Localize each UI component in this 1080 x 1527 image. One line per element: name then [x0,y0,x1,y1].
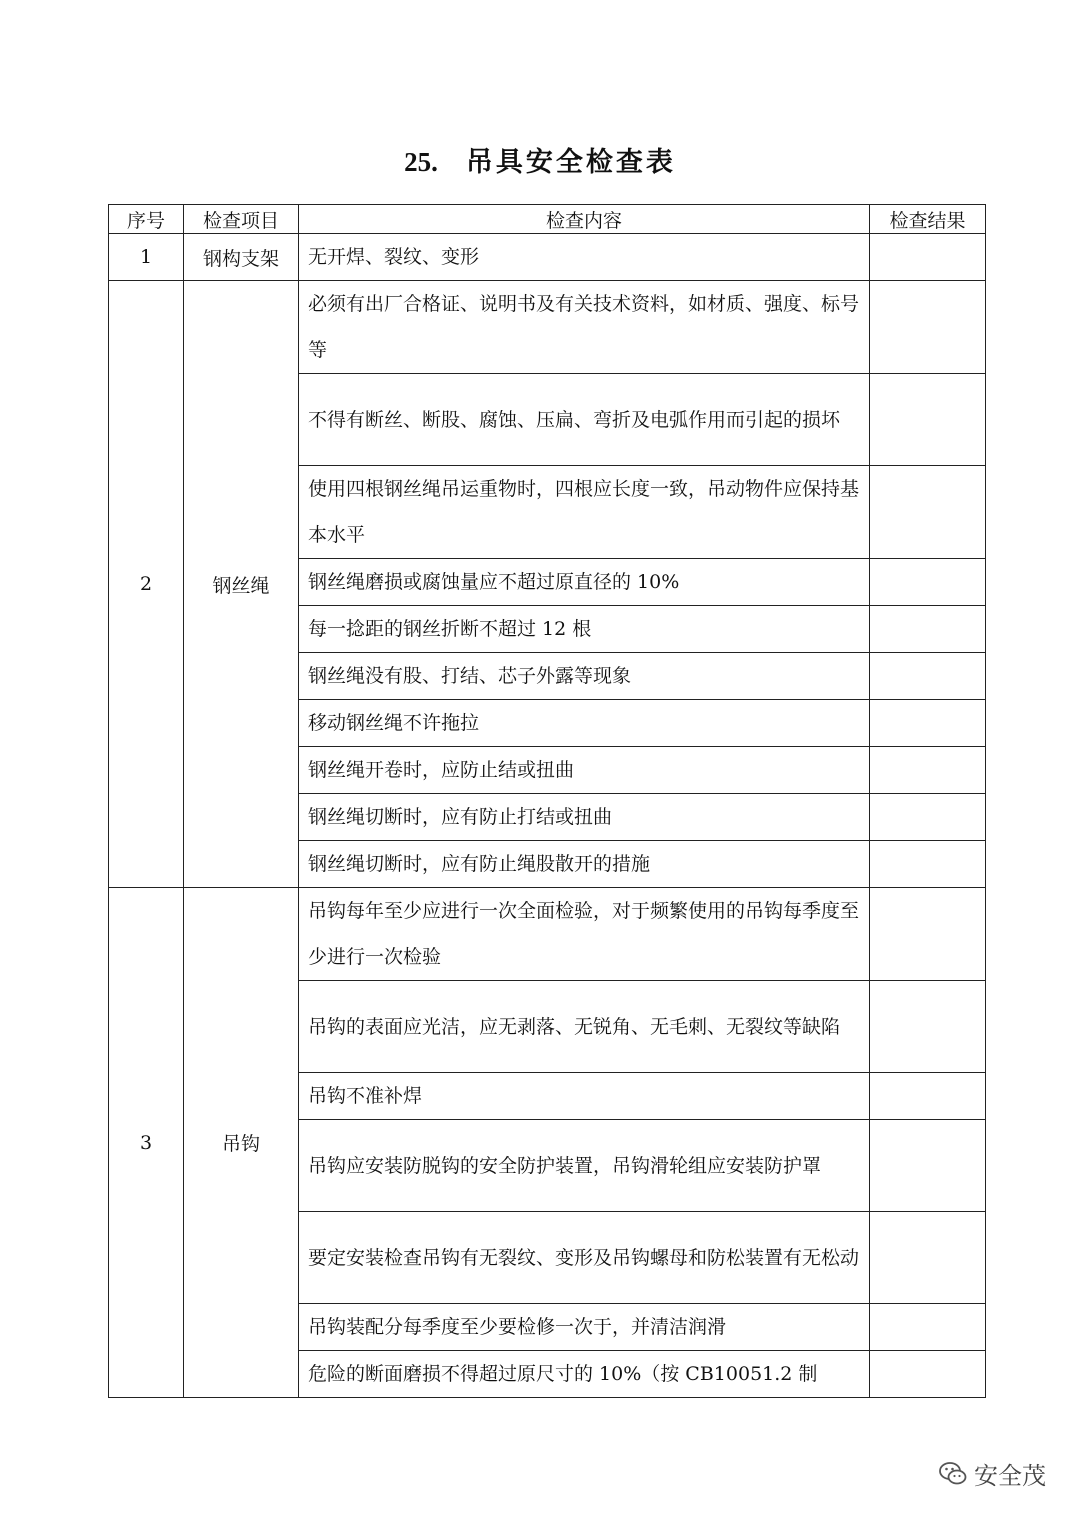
check-result-cell[interactable] [870,1073,986,1120]
check-content: 钢丝绳开卷时，应防止结或扭曲 [299,747,870,794]
check-result-cell[interactable] [870,1212,986,1304]
check-result-cell[interactable] [870,1120,986,1212]
page-title [0,140,1080,179]
check-result-cell[interactable] [870,234,986,281]
check-result-cell[interactable] [870,841,986,888]
check-content: 要定安装检查吊钩有无裂纹、变形及吊钩螺母和防松装置有无松动 [299,1212,870,1304]
group-number: 2 [109,281,184,888]
wechat-icon [938,1461,968,1487]
header-result: 检查结果 [870,205,986,234]
check-content: 钢丝绳切断时，应有防止绳股散开的措施 [299,841,870,888]
table-row [109,281,986,374]
header-item: 检查项目 [184,205,299,234]
check-content: 钢丝绳没有股、打结、芯子外露等现象 [299,653,870,700]
check-result-cell[interactable] [870,1304,986,1351]
check-content: 移动钢丝绳不许拖拉 [299,700,870,747]
check-result-cell[interactable] [870,559,986,606]
check-result-cell[interactable] [870,747,986,794]
check-result-cell[interactable] [870,653,986,700]
watermark [938,1456,1046,1491]
title-text: 吊具安全检查表 [465,147,676,178]
header-content: 检查内容 [299,205,870,234]
check-content: 吊钩不准补焊 [299,1073,870,1120]
group-item: 钢丝绳 [184,281,299,888]
watermark-text: 安全茂 [974,1462,1046,1490]
check-content: 吊钩装配分每季度至少要检修一次于，并清洁润滑 [299,1304,870,1351]
inspection-table [108,204,986,1398]
check-content: 不得有断丝、断股、腐蚀、压扁、弯折及电弧作用而引起的损坏 [299,374,870,466]
check-content: 使用四根钢丝绳吊运重物时，四根应长度一致，吊动物件应保持基本水平 [299,466,870,559]
group-number: 1 [109,234,184,281]
check-content: 吊钩的表面应光洁，应无剥落、无锐角、无毛刺、无裂纹等缺陷 [299,981,870,1073]
table-header-row [109,205,986,234]
check-result-cell[interactable] [870,1351,986,1398]
check-content: 钢丝绳磨损或腐蚀量应不超过原直径的 10% [299,559,870,606]
check-content: 危险的断面磨损不得超过原尺寸的 10%（按 CB10051.2 制 [299,1351,870,1398]
header-no: 序号 [109,205,184,234]
check-result-cell[interactable] [870,606,986,653]
title-number: 25. [404,147,438,177]
check-result-cell[interactable] [870,466,986,559]
group-item: 吊钩 [184,888,299,1398]
check-content: 吊钩每年至少应进行一次全面检验，对于频繁使用的吊钩每季度至少进行一次检验 [299,888,870,981]
check-content: 钢丝绳切断时，应有防止打结或扭曲 [299,794,870,841]
table-row [109,234,986,281]
check-content: 吊钩应安装防脱钩的安全防护装置，吊钩滑轮组应安装防护罩 [299,1120,870,1212]
check-result-cell[interactable] [870,281,986,374]
group-item: 钢构支架 [184,234,299,281]
table-row [109,888,986,981]
check-content: 每一捻距的钢丝折断不超过 12 根 [299,606,870,653]
check-result-cell[interactable] [870,700,986,747]
check-content: 必须有出厂合格证、说明书及有关技术资料，如材质、强度、标号等 [299,281,870,374]
check-result-cell[interactable] [870,794,986,841]
check-content: 无开焊、裂纹、变形 [299,234,870,281]
group-number: 3 [109,888,184,1398]
check-result-cell[interactable] [870,374,986,466]
check-result-cell[interactable] [870,981,986,1073]
check-result-cell[interactable] [870,888,986,981]
